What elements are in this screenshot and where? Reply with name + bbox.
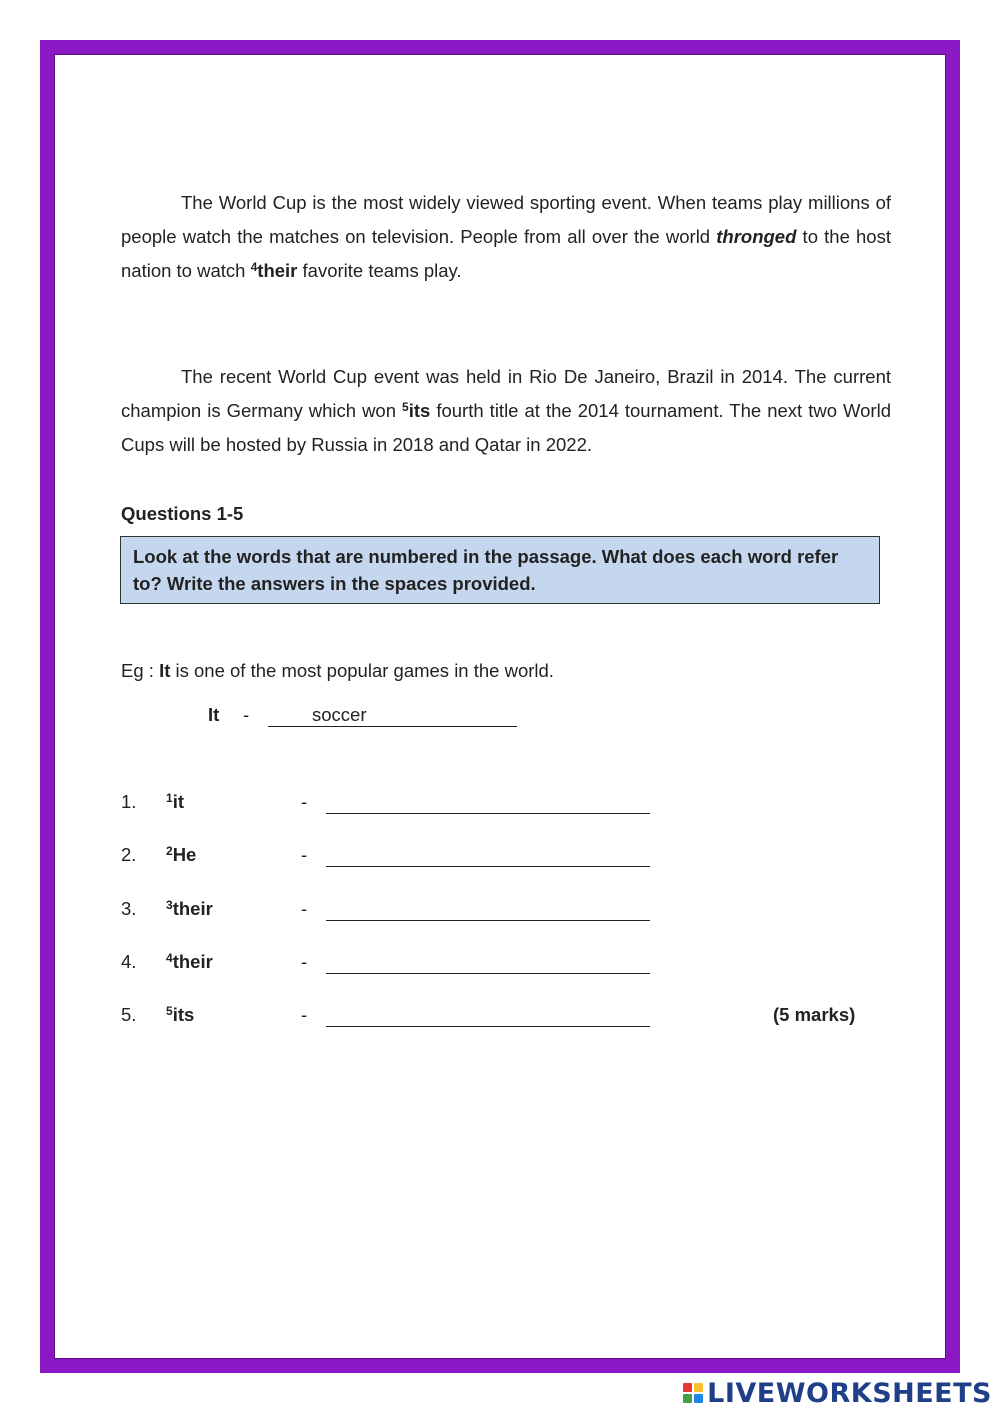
question-row-2 (0, 844, 1000, 874)
passage-text: to the host nation to watch (121, 226, 891, 281)
answer-blank-3[interactable] (326, 898, 650, 921)
liveworksheets-logo[interactable] (683, 1376, 992, 1410)
question-row-4 (0, 951, 1000, 981)
example-answer-blank (268, 704, 517, 727)
icon-square-blue (694, 1394, 703, 1403)
question-word (166, 1004, 194, 1026)
question-row-1 (0, 791, 1000, 821)
question-word (166, 898, 213, 920)
reference-number: 5 (402, 400, 409, 414)
question-superscript: 1 (166, 791, 173, 805)
reference-word: their (257, 260, 298, 281)
question-number: 1. (121, 791, 137, 812)
question-number: 5. (121, 1004, 137, 1025)
liveworksheets-logo-text: LIVEWORKSHEETS (707, 1377, 992, 1409)
answer-blank-1[interactable] (326, 791, 650, 814)
example-answer-text: soccer (312, 704, 367, 725)
instruction-box: Look at the words that are numbered in the passage. What does each word refer to? Write the answers in the spaces provided. (120, 536, 880, 604)
icon-square-green (683, 1394, 692, 1403)
question-number: 3. (121, 898, 137, 919)
passage-text: The recent World Cup event was held in Rio De Janeiro, Brazil in 2014. The current champion is Germany which won (121, 366, 891, 421)
example-prefix: Eg : (121, 660, 160, 681)
question-number: 2. (121, 844, 137, 865)
passage-text: favorite teams play. (297, 260, 462, 281)
question-word-text: their (172, 898, 213, 919)
example-answer-word: It (208, 704, 220, 725)
question-word-text: it (172, 791, 184, 812)
reference-word: its (408, 400, 431, 421)
marks-label: (5 marks) (773, 1004, 856, 1025)
question-word (166, 844, 196, 866)
icon-square-yellow (694, 1383, 703, 1392)
question-word-text: He (172, 844, 197, 865)
icon-square-red (683, 1383, 692, 1392)
question-number: 4. (121, 951, 137, 972)
passage-text: The World Cup is the most widely viewed sporting event. When teams play millions of people watch the matches on television. People from all over the world (121, 192, 891, 247)
example-sentence (121, 660, 554, 682)
example-dash: - (243, 704, 250, 725)
emphasized-word: thronged (716, 226, 797, 247)
question-word-text: their (172, 951, 213, 972)
question-superscript: 4 (166, 951, 173, 965)
question-dash: - (301, 844, 308, 865)
question-dash: - (301, 898, 308, 919)
question-dash: - (301, 1004, 308, 1025)
answer-blank-4[interactable] (326, 951, 650, 974)
question-superscript: 5 (166, 1004, 173, 1018)
liveworksheets-grid-icon (683, 1383, 703, 1403)
answer-blank-5[interactable] (326, 1004, 650, 1027)
passage-text: fourth title at the 2014 tournament. The next two World Cups will be hosted by Russia in 2018 and Qatar in 2022. (121, 400, 891, 455)
question-row-3 (0, 898, 1000, 928)
example-word: It (159, 660, 171, 681)
question-superscript: 2 (166, 844, 173, 858)
question-word (166, 951, 213, 973)
question-superscript: 3 (166, 898, 173, 912)
question-dash: - (301, 791, 308, 812)
passage-paragraph-2 (121, 360, 891, 462)
answer-blank-2[interactable] (326, 844, 650, 867)
questions-heading: Questions 1-5 (121, 503, 244, 524)
question-row-5 (0, 1004, 1000, 1034)
question-word-text: its (172, 1004, 195, 1025)
passage-paragraph-1 (121, 186, 891, 288)
question-dash: - (301, 951, 308, 972)
example-rest: is one of the most popular games in the world. (170, 660, 554, 681)
question-word (166, 791, 184, 813)
reference-number: 4 (250, 260, 258, 274)
